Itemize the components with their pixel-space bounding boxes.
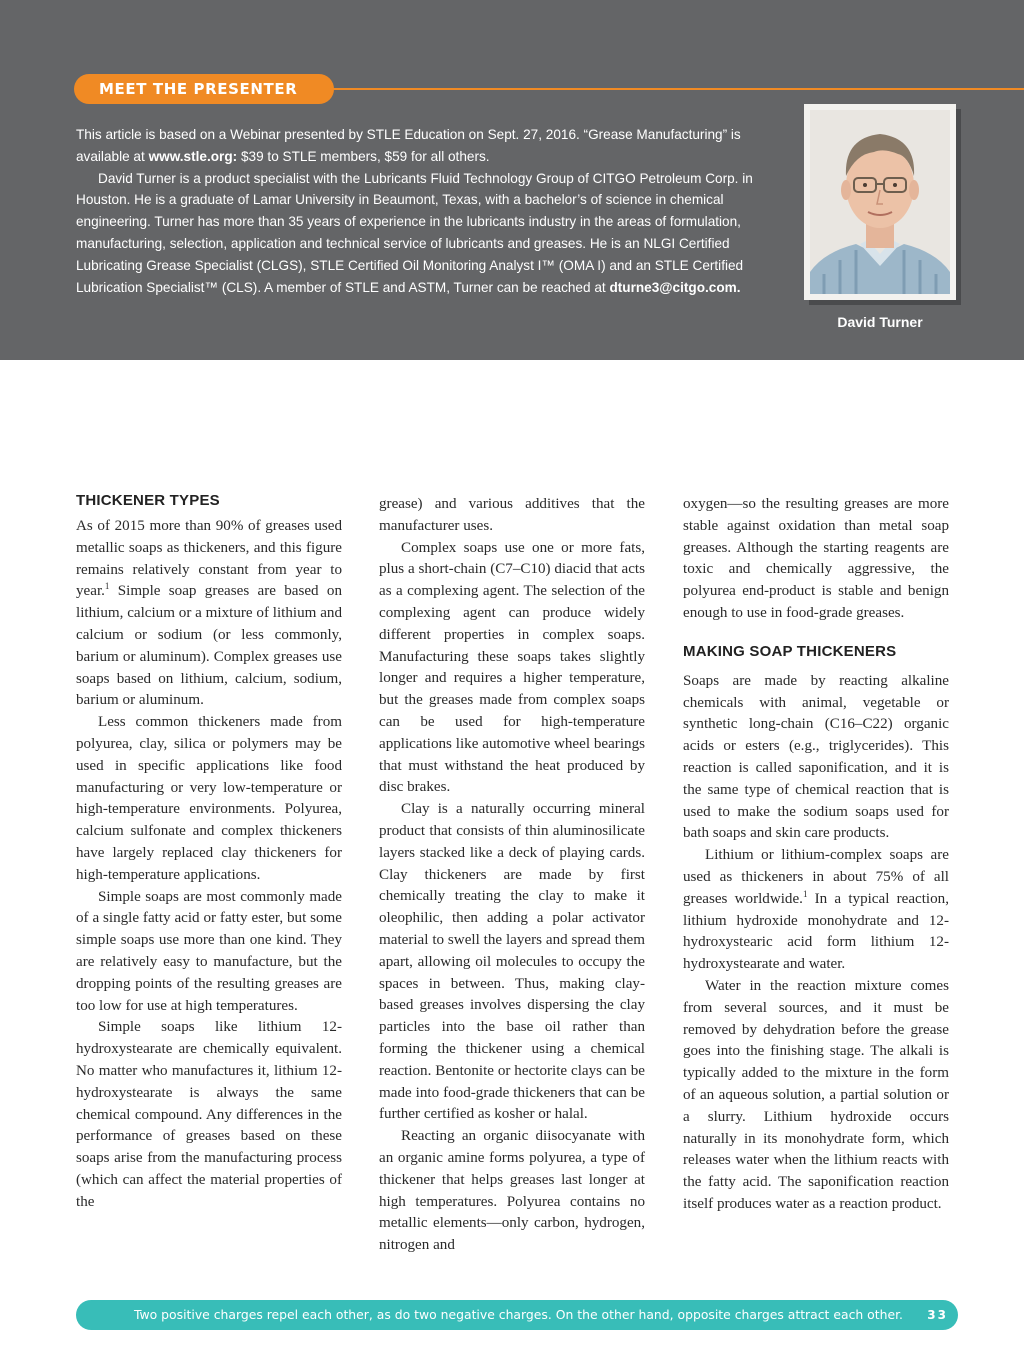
- bio-paragraph: David Turner is a product specialist with the Lubricants Fluid Technology Group of CITGO Petroleum Corp. in Houston. He is a graduate of Lamar University in Beaumont, Texas, with a bachelor’s of science in chemical engineering. Turner has more than 35 years of experience in the lubricants industry in the areas of formulation, manufacturing, selection, application and technical service of lubricants and greases. He is an NLGI Certified Lubricating Grease Specialist (CLGS), STLE Certified Oil Monitoring Analyst I™ (OMA I) and an STLE Certified Lubrication Specialist™ (CLS). A member of STLE and ASTM, Turner can be reached at dturne3@citgo.com.: [76, 170, 753, 295]
- paragraph: Complex soaps use one or more fats, plus a short-chain (C7–C10) diacid that acts as a complexing agent. The selection of the complexing agent can produce widely different properties in complex soaps. Manufacturing these soaps takes slightly longer and requires a higher temperature, but the greases made from complex soaps can be used for high-temperature applications like automotive wheel bearings that must withstand the heat produced by disc brakes.: [379, 539, 645, 796]
- page-number: 33: [927, 1308, 948, 1322]
- meet-the-presenter-tag: MEET THE PRESENTER: [74, 74, 334, 104]
- paragraph: grease) and various additives that the manufacturer uses.: [379, 496, 645, 534]
- footnote-ref: 1: [802, 888, 808, 899]
- paragraph: As of 2015 more than 90% of greases used metallic soaps as thickeners, and this figure remains relatively constant from year to year.$^1$ Simple soap greases are based on lithium, calcium or a mixture of lithium and calcium or sodium (or less commonly, barium or aluminum). Complex greases use soaps based on lithium, calcium, sodium, barium or aluminum.: [76, 518, 342, 709]
- footnote-ref: 1: [104, 581, 110, 592]
- presenter-panel: [0, 0, 1024, 360]
- webinar-paragraph: This article is based on a Webinar presented by STLE Education on Sept. 27, 2016. “Grease Manufacturing” is available at www.stle.org: $39 to STLE members, $59 for all others.: [76, 127, 741, 164]
- presenter-intro: [76, 124, 756, 298]
- tag-divider-line: [320, 88, 1024, 90]
- paragraph: Water in the reaction mixture comes from several sources, and it must be removed by dehydration before the grease goes into the finishing stage. The alkali is typically added to the mixture in the form of an aqueous solution, a partial solution or a slurry. Lithium hydroxide occurs naturally in its monohydrate form, which releases water when the lithium reacts with the fatty acid. The saponification reaction itself produces water as a reaction product.: [683, 977, 949, 1212]
- paragraph: Simple soaps are most commonly made of a single fatty acid or fatty ester, but some simple soaps use more than one kind. They are relatively easy to manufacture, but the dropping points of the resulting greases are too low for use at high temperatures.: [76, 888, 342, 1014]
- paragraph: Clay is a naturally occurring mineral product that consists of thin aluminosilicate layers stacked like a deck of playing cards. Clay thickeners are made by first chemically treating the clay to make it oleophilic, then adding a polar activator material to swell the layers and spread them apart, allowing oil molecules to occupy the spaces in between. Thus, making clay-based greases involves dispersing the clay particles into the base oil rather than forming the thickener using a chemical reaction. Bentonite or hectorite clays can be made into food-grade thickeners that can be further certified as kosher or halal.: [379, 801, 645, 1123]
- photo-caption: David Turner: [837, 314, 923, 330]
- footer-bar: [76, 1300, 958, 1330]
- section-heading-thickener-types: THICKENER TYPES: [76, 492, 220, 509]
- section-heading-making-soap-thickeners: MAKING SOAP THICKENERS: [683, 642, 897, 660]
- stle-link[interactable]: www.stle.org:: [148, 148, 238, 164]
- presenter-photo: [804, 104, 956, 300]
- email-link[interactable]: dturne3@citgo.com.: [609, 279, 741, 295]
- footer-fact: Two positive charges repel each other, as do two negative charges. On the other hand, opposite charges attract each other.: [134, 1307, 903, 1322]
- paragraph: Reacting an organic diisocyanate with an organic amine forms polyurea, a type of thickener that helps greases last longer at high temperatures. Polyurea contains no metallic elements—only carbon, hydrogen, nitrogen and: [379, 1128, 645, 1254]
- article-column-3: [683, 494, 949, 1216]
- article-column-1: [76, 492, 342, 1214]
- article-column-2: [379, 494, 645, 1257]
- paragraph: Soaps are made by reacting alkaline chemicals with animal, vegetable or synthetic long-chain (C16–C22) organic acids or esters (e.g., triglycerides). This reaction is called saponification, and it is the same type of chemical reaction that is used to make the sodium soaps used for bath soaps and skin care products.: [683, 672, 949, 842]
- paragraph: Less common thickeners made from polyurea, clay, silica or polymers may be used in specific applications like food manufacturing or very low-temperature or high-temperature environments. Polyurea, calcium sulfonate and complex thickeners have largely replaced clay thickeners for high-temperature applications.: [76, 714, 342, 883]
- portrait-image: [804, 104, 956, 300]
- paragraph: Simple soaps like lithium 12-hydroxystearate are chemically equivalent. No matter who manufactures it, lithium 12-hydroxystearate is always the same chemical compound. Any differences in the performance of greases based on these soaps arise from the manufacturing process (which can affect the material properties of the: [76, 1019, 342, 1210]
- paragraph: Lithium or lithium-complex soaps are used as thickeners in about 75% of all greases worldwide.$^1$ In a typical reaction, lithium hydroxide monohydrate and 12-hydroxystearic acid form lithium 12-hydroxystearate and water.: [683, 847, 949, 973]
- paragraph: oxygen—so the resulting greases are more stable against oxidation than metal soap greases. Although the starting reagents are toxic and chemically aggressive, the polyurea end-product is stable and benign enough to use in food-grade greases.: [683, 496, 949, 621]
